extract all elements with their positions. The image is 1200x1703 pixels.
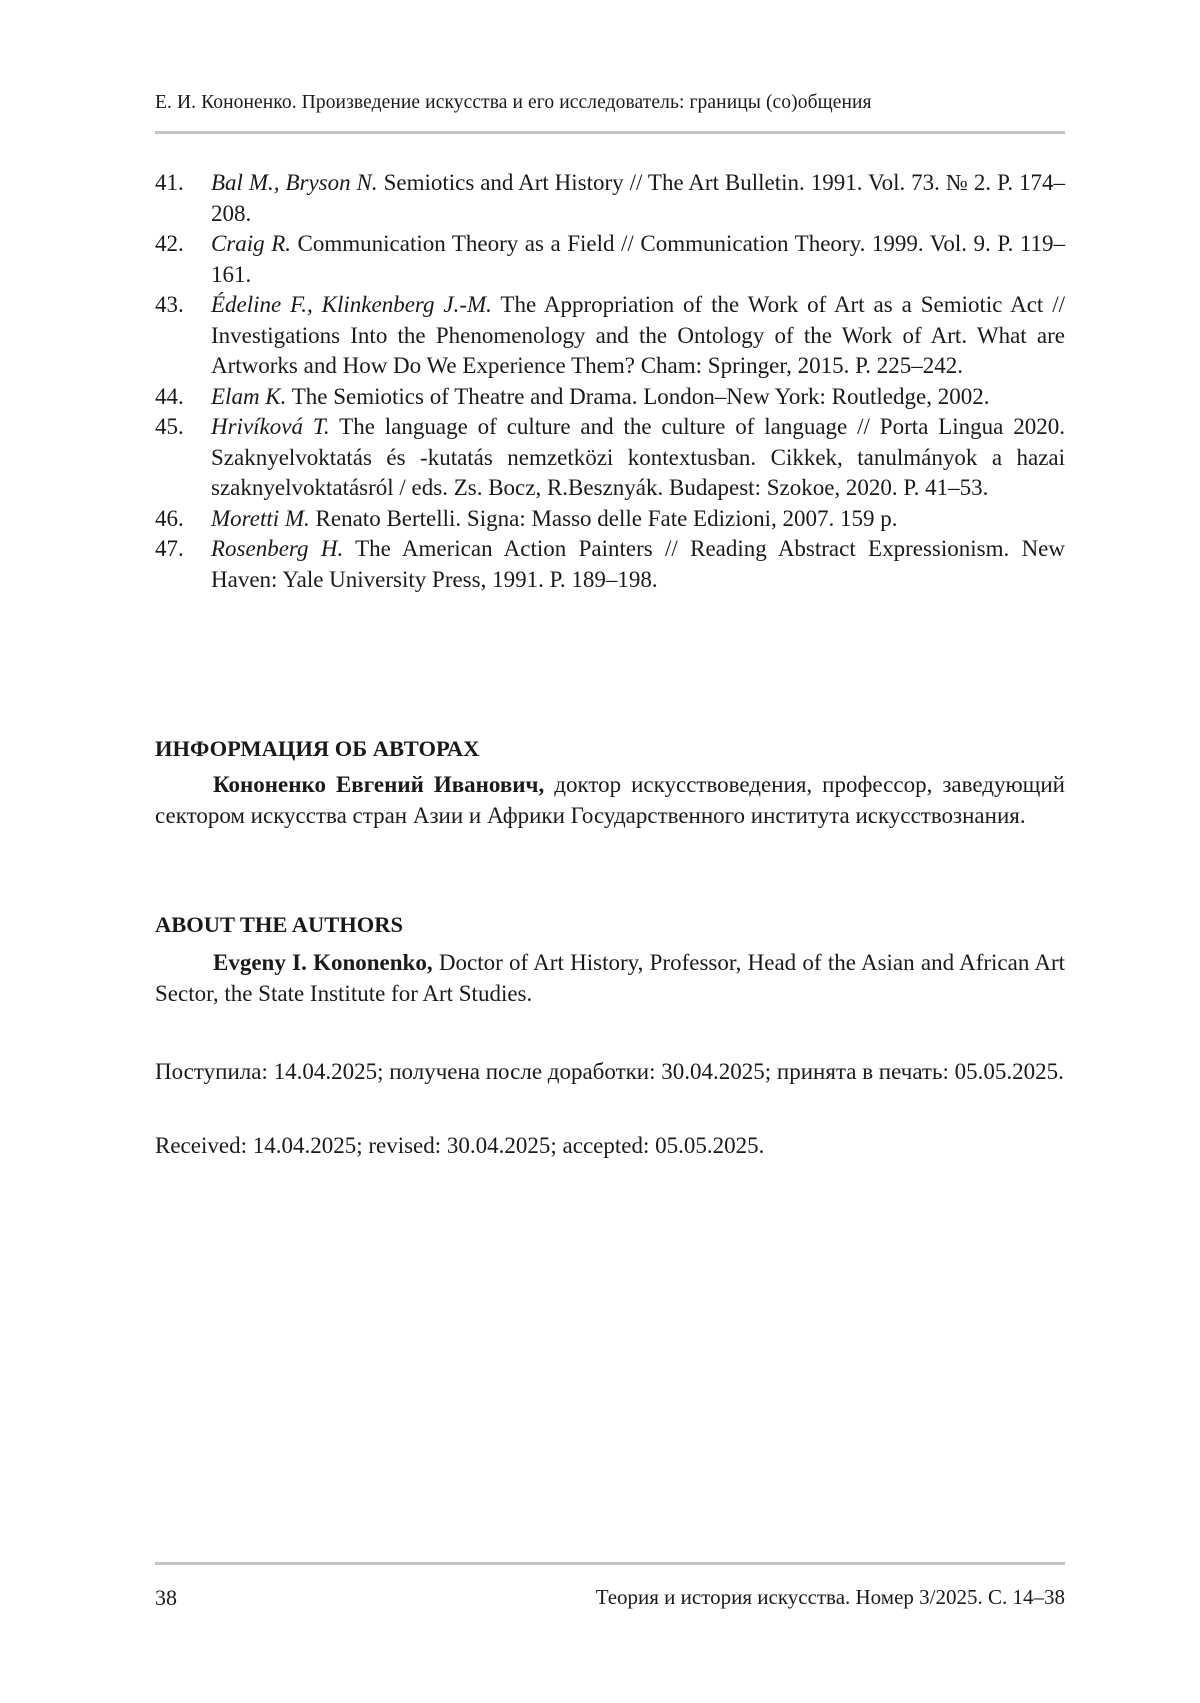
reference-text: The American Action Painters // Reading Abstract Expressionism. New Haven: Yale University Press, 1991. P. 189–198. xyxy=(211,536,1065,592)
reference-number: 46. xyxy=(155,505,184,531)
header-rule xyxy=(155,131,1065,134)
reference-item xyxy=(155,382,1065,413)
reference-number: 43. xyxy=(155,292,184,317)
authors-heading-en: ABOUT THE AUTHORS xyxy=(155,912,403,937)
authors-heading-ru: ИНФОРМАЦИЯ ОБ АВТОРАХ xyxy=(155,736,480,761)
reference-number: 45. xyxy=(155,414,184,439)
reference-number: 44. xyxy=(155,383,184,409)
reference-text: Semiotics and Art History // The Art Bulletin. 1991. Vol. 73. № 2. P. 174–208. xyxy=(211,170,1065,226)
reference-text: Renato Bertelli. Signa: Masso delle Fate Edizioni, 2007. 159 p. xyxy=(309,505,898,531)
document-page xyxy=(155,0,1065,1703)
reference-list xyxy=(155,168,1065,595)
reference-item xyxy=(155,504,1065,535)
reference-number: 47. xyxy=(155,536,184,561)
submission-dates-en: Received: 14.04.2025; revised: 30.04.2025; accepted: 05.05.2025. xyxy=(155,1133,765,1158)
reference-text: The Semiotics of Theatre and Drama. London–New York: Routledge, 2002. xyxy=(286,383,990,409)
reference-text: The Appropriation of the Work of Art as a Semiotic Act // Investigations Into the Phenomenology and the Ontology of the Work of Art. What are Artworks and How Do We Experience Them? Cham: Springer, 2015. P. 225–242. xyxy=(211,292,1066,378)
reference-authors: Craig R. xyxy=(211,231,292,256)
page-number: 38 xyxy=(155,1585,177,1610)
reference-authors: Édeline F., Klinkenberg J.-M. xyxy=(211,292,492,317)
reference-authors: Hrivíková T. xyxy=(211,414,330,439)
author-info-ru xyxy=(155,770,1065,831)
reference-item xyxy=(155,534,1065,595)
reference-number: 42. xyxy=(155,231,184,256)
reference-text: The language of culture and the culture of language // Porta Lingua 2020. Szaknyelvoktatás és -kutatás nemzetközi kontextusban. Cikkek, tanulmányok a hazai szaknyelvoktatásról / eds. Zs. Bocz, R.Besznyák. Budapest: Szokoe, 2020. P. 41–53. xyxy=(211,414,1065,500)
reference-item xyxy=(155,229,1065,290)
submission-dates-ru: Поступила: 14.04.2025; получена после доработки: 30.04.2025; принята в печать: 05.05.2025. xyxy=(155,1059,1064,1084)
reference-text: Communication Theory as a Field // Communication Theory. 1999. Vol. 9. P. 119–161. xyxy=(211,231,1065,287)
reference-item xyxy=(155,290,1065,382)
footer-rule xyxy=(155,1562,1065,1565)
author-info-en xyxy=(155,948,1065,1009)
author-description-en: Doctor of Art History, Professor, Head of the Asian and African Art Sector, the State Institute for Art Studies. xyxy=(155,950,1065,1006)
author-description-ru: доктор искусствоведения, профессор, заведующий сектором искусства стран Азии и Африки Государственного института искусствознания. xyxy=(155,772,1065,828)
reference-authors: Moretti M. xyxy=(211,505,310,531)
reference-item xyxy=(155,412,1065,504)
author-name-en: Evgeny I. Kononenko, xyxy=(213,950,433,975)
reference-authors: Rosenberg H. xyxy=(211,536,344,561)
journal-citation: Теория и история искусства. Номер 3/2025. С. 14–38 xyxy=(595,1585,1065,1609)
running-header: Е. И. Кононенко. Произведение искусства и его исследователь: границы (со)общения xyxy=(155,92,872,113)
reference-item xyxy=(155,168,1065,229)
reference-number: 41. xyxy=(155,170,184,195)
reference-authors: Elam K. xyxy=(211,383,287,409)
author-name-ru: Кононенко Евгений Иванович, xyxy=(213,772,545,797)
reference-authors: Bal M., Bryson N. xyxy=(211,170,378,195)
